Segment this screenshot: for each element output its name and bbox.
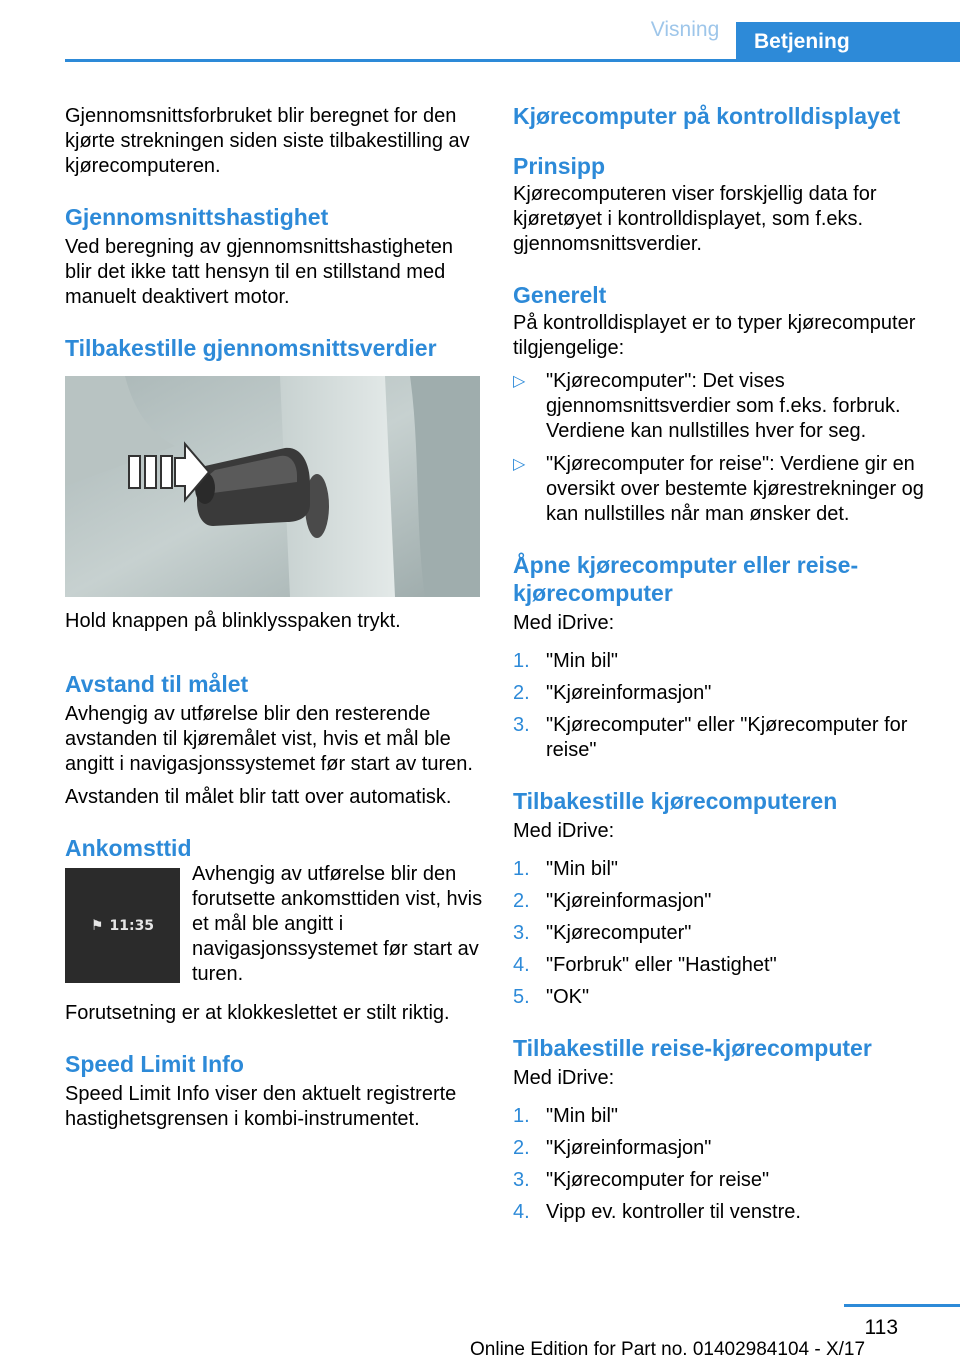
arrival-heading: Ankomsttid	[65, 835, 192, 861]
speed-limit-text: Speed Limit Info viser den aktuelt registrerte hastighetsgrensen i kombi-instrumentet.	[65, 1083, 457, 1130]
header-rule	[65, 59, 960, 62]
distance-heading: Avstand til målet	[65, 671, 249, 697]
stalk-button-illustration	[65, 376, 480, 597]
open-step-2: "Kjøreinformasjon"	[546, 682, 712, 704]
list-item: 2. "Kjøreinformasjon"	[513, 1137, 712, 1159]
reset-step-1: "Min bil"	[546, 858, 618, 880]
list-item: 1. "Min bil"	[513, 650, 618, 672]
principle-text: Kjørecomputeren viser forskjellig data for kjøretøyet i kontrolldisplayet, som f.eks. gjennomsnittsverdier.	[513, 183, 877, 255]
trip-reset-heading: Tilbakestille reise-kjørecomputer	[513, 1035, 872, 1061]
reset-averages-heading: Tilbakestille gjennomsnittsverdier	[65, 335, 437, 361]
list-item: 3. "Kjørecomputer for reise"	[513, 1169, 770, 1191]
general-list	[513, 369, 933, 527]
reset-step-4: "Forbruk" eller "Hastighet"	[546, 954, 777, 976]
left-column	[65, 100, 483, 1132]
stalk-illustration-svg	[65, 376, 480, 597]
general-item-1: "Kjørecomputer": Det vises gjennomsnittsverdier som f.eks. forbruk. Verdiene kan nullstilles hver for seg.	[546, 370, 901, 442]
principle-heading: Prinsipp	[513, 153, 606, 179]
arrival-display-image	[65, 868, 180, 983]
trip-reset-steps	[513, 1104, 933, 1225]
right-column	[513, 100, 933, 1225]
list-item: 4. Vipp ev. kontroller til venstre.	[513, 1201, 801, 1223]
page-number: 113	[864, 1316, 898, 1339]
triangle-bullet-icon: ▷	[513, 456, 526, 473]
tab-betjening[interactable]: Betjening	[736, 22, 960, 62]
list-item: 3. "Kjørecomputer"	[513, 922, 692, 944]
reset-step-5: "OK"	[546, 986, 590, 1008]
tab-visning[interactable]: Visning	[650, 18, 720, 41]
distance-text-2: Avstanden til målet blir tatt over automatisk.	[65, 786, 452, 808]
open-intro: Med iDrive:	[513, 612, 615, 634]
triangle-bullet-icon: ▷	[513, 373, 526, 390]
edition-text: Online Edition for Part no. 01402984104 - X/17	[470, 1339, 866, 1360]
list-item: 2. "Kjøreinformasjon"	[513, 890, 712, 912]
avg-speed-text: Ved beregning av gjennomsnittshastigheten blir det ikke tatt hensyn til en stillstand med manuelt deaktivert motor.	[65, 236, 454, 308]
open-heading: Åpne kjørecomputer eller reise-kjørecomputer	[513, 552, 859, 606]
reset-computer-heading: Tilbakestille kjørecomputeren	[513, 788, 838, 814]
trip-step-4: Vipp ev. kontroller til venstre.	[546, 1201, 801, 1223]
reset-step-3: "Kjørecomputer"	[546, 922, 692, 944]
arrival-row	[65, 862, 483, 987]
avg-speed-heading: Gjennomsnittshastighet	[65, 204, 329, 230]
speed-limit-heading: Speed Limit Info	[65, 1051, 244, 1077]
intro-text: Gjennomsnittsforbruket blir beregnet for den kjørte strekningen siden siste tilbakestilling av kjørecomputeren.	[65, 105, 470, 177]
general-text: På kontrolldisplayet er to typer kjørecomputer tilgjengelige:	[513, 312, 916, 359]
list-item: 1. "Min bil"	[513, 1105, 618, 1127]
trip-step-2: "Kjøreinformasjon"	[546, 1137, 712, 1159]
main-heading: Kjørecomputer på kontrolldisplayet	[513, 103, 901, 129]
distance-text-1: Avhengig av utførelse blir den resterende avstanden til kjøremålet vist, hvis et mål ble angitt i navigasjonssystemet før start av turen.	[65, 703, 473, 775]
trip-step-1: "Min bil"	[546, 1105, 618, 1127]
destination-flag-icon: ⚑	[90, 917, 104, 934]
open-steps	[513, 649, 933, 763]
general-item-2: "Kjørecomputer for reise": Verdiene gir en oversikt over bestemte kjørestrekninger og kan nullstilles når man ønsker det.	[546, 453, 924, 525]
reset-caption: Hold knappen på blinklysspaken trykt.	[65, 610, 401, 632]
page-header	[0, 0, 960, 62]
list-item: 4. "Forbruk" eller "Hastighet"	[513, 954, 777, 976]
reset-steps	[513, 857, 933, 1010]
trip-reset-intro: Med iDrive:	[513, 1067, 615, 1089]
arrival-text: Avhengig av utførelse blir den forutsette ankomsttiden vist, hvis et mål ble angitt i navigasjonssystemet før start av turen.	[192, 863, 483, 985]
list-item: 2. "Kjøreinformasjon"	[513, 682, 712, 704]
arrival-display-time: 11:35	[109, 917, 155, 934]
list-item: 3. "Kjørecomputer" eller "Kjørecomputer for reise"	[513, 713, 933, 763]
open-step-3: "Kjørecomputer" eller "Kjørecomputer for reise"	[546, 714, 908, 761]
list-item	[513, 452, 933, 527]
general-heading: Generelt	[513, 282, 607, 308]
list-item: 5. "OK"	[513, 986, 590, 1008]
open-step-1: "Min bil"	[546, 650, 618, 672]
arrival-note: Forutsetning er at klokkeslettet er stilt riktig.	[65, 1002, 450, 1024]
reset-intro: Med iDrive:	[513, 820, 615, 842]
list-item	[513, 369, 933, 444]
footer-rule	[844, 1304, 960, 1307]
list-item: 1. "Min bil"	[513, 858, 618, 880]
trip-step-3: "Kjørecomputer for reise"	[546, 1169, 770, 1191]
reset-step-2: "Kjøreinformasjon"	[546, 890, 712, 912]
